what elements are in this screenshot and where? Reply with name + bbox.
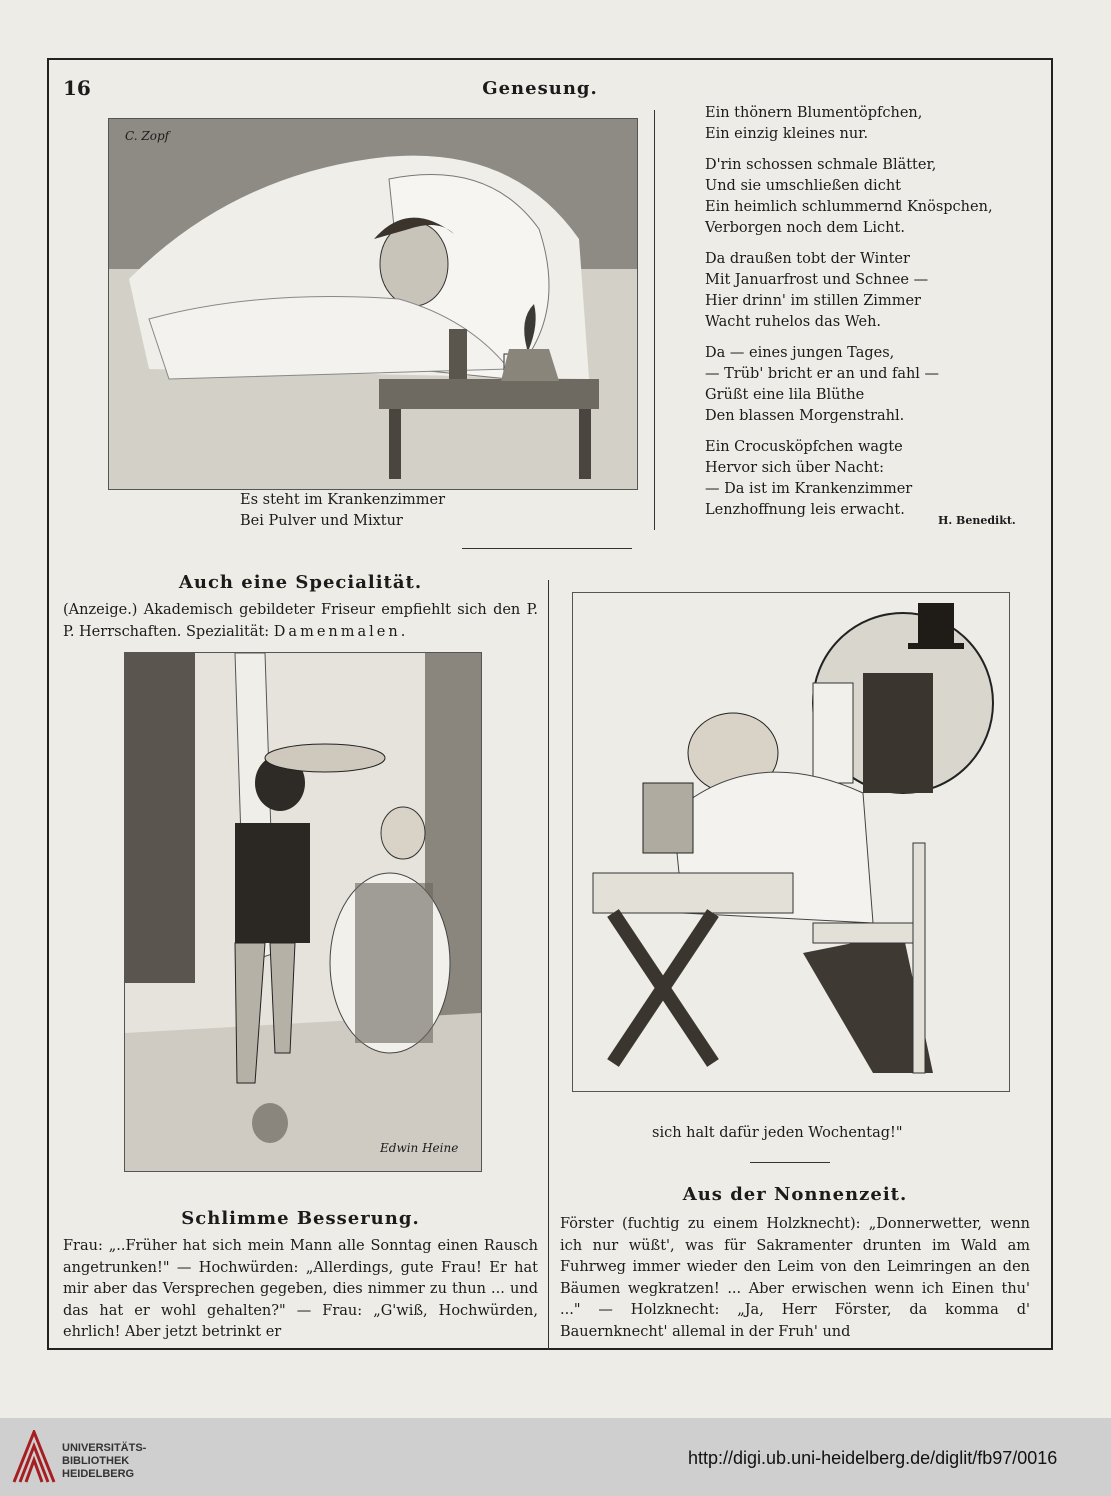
- poem-line: Wacht ruhelos das Weh.: [705, 314, 882, 330]
- advert-text-spaced: Damenmalen.: [273, 623, 409, 640]
- poem-line: Bei Pulver und Mixtur: [240, 513, 403, 529]
- library-name-line: BIBLIOTHEK: [62, 1455, 130, 1467]
- poem-line: — Trüb' bricht er an und fahl —: [705, 366, 940, 382]
- section-title-nonnenzeit: Aus der Nonnenzeit.: [682, 1184, 908, 1205]
- drinker-drawing: [573, 593, 1009, 1091]
- poem-line: Verborgen noch dem Licht.: [705, 220, 905, 236]
- library-logo-icon: [12, 1430, 56, 1484]
- column-divider-bottom: [548, 580, 549, 1350]
- library-footer: [0, 1418, 1111, 1496]
- poem-line: Da — eines jungen Tages,: [705, 345, 895, 361]
- poem-line: Ein thönern Blumentöpfchen,: [705, 105, 923, 121]
- section-separator: [750, 1162, 830, 1163]
- dialogue-text: Frau: „..Früher hat sich mein Mann alle Sonntag einen Rausch angetrunken!" — Hochwürden: „Allerdings, gute Frau! Er hat mir aber das Versprechen gegeben, dies nimmer zu thun ... und das hat er wohl gehalten?" — Frau: „G'wiß, Hochwürden, ehrlich! Aber jetzt betrinkt er: [63, 1238, 538, 1340]
- page-number: 16: [63, 76, 91, 100]
- drinker-caption: sich halt dafür jeden Wochentag!": [652, 1125, 903, 1141]
- illustration-sickbed: [108, 118, 638, 490]
- section-title-schlimme: Schlimme Besserung.: [181, 1208, 420, 1229]
- illustrator-signature-zopf: C. Zopf: [125, 129, 170, 143]
- poem-line: Ein einzig kleines nur.: [705, 126, 869, 142]
- poem-line: Es steht im Krankenzimmer: [240, 492, 445, 508]
- stanza: [705, 155, 993, 239]
- poem-line: Ein Crocusköpfchen wagte: [705, 439, 903, 455]
- poem-line: D'rin schossen schmale Blätter,: [705, 157, 937, 173]
- poem-continuation: [705, 103, 993, 531]
- stanza: [705, 343, 993, 427]
- poem-line: Mit Januarfrost und Schnee —: [705, 272, 929, 288]
- specialitaet-text: [63, 600, 538, 643]
- stanza: [705, 103, 993, 145]
- nonnenzeit-text: [560, 1214, 1030, 1343]
- illustrator-signature-heine: Edwin Heine: [380, 1141, 459, 1155]
- poem-line: — Da ist im Krankenzimmer: [705, 481, 913, 497]
- section-title-specialitaet: Auch eine Specialität.: [178, 572, 423, 593]
- poem-line: Lenzhoffnung leis erwacht.: [705, 502, 905, 518]
- poem-line: Den blassen Morgenstrahl.: [705, 408, 905, 424]
- stanza: [705, 437, 993, 521]
- column-divider-top: [654, 110, 655, 530]
- poem-line: Hervor sich über Nacht:: [705, 460, 885, 476]
- stanza: [705, 249, 993, 333]
- poem-line: Und sie umschließen dicht: [705, 178, 901, 194]
- poem-line: Grüßt eine lila Blüthe: [705, 387, 865, 403]
- poem-title: Genesung.: [482, 78, 598, 99]
- advert-text: (Anzeige.) Akademisch gebildeter Friseur empfiehlt sich den P. P. Herrschaften. Spezialität:: [63, 602, 538, 640]
- schlimme-text: [63, 1236, 538, 1344]
- library-name-line: UNIVERSITÄTS-: [62, 1442, 147, 1454]
- illustration-painter: [124, 652, 482, 1172]
- poem-line: Hier drinn' im stillen Zimmer: [705, 293, 921, 309]
- painter-drawing: [125, 653, 481, 1171]
- poem-line: Da draußen tobt der Winter: [705, 251, 910, 267]
- permalink-url[interactable]: http://digi.ub.uni-heidelberg.de/diglit/fb97/0016: [688, 1448, 1058, 1468]
- poem-author: H. Benedikt.: [938, 514, 1016, 527]
- library-name-line: HEIDELBERG: [62, 1468, 135, 1480]
- poem-line: Ein heimlich schlummernd Knöspchen,: [705, 199, 993, 215]
- section-separator: [462, 548, 632, 549]
- sickbed-drawing: [109, 119, 637, 489]
- library-name: [62, 1442, 146, 1481]
- poem-opening: [240, 490, 445, 532]
- dialogue-text: Förster (fuchtig zu einem Holzknecht): „Donnerwetter, wenn ich nur wüßt', was für Sakramenter drunten im Wald am Fuhrweg immer wieder den Leim von den Leimringen an den Bäumen wegkratzen! ... Aber erwischen wenn ich Einen thu' ..." — Holzknecht: „Ja, Herr Förster, da komma d' Bauernknecht' allemal in der Fruh' und: [560, 1216, 1030, 1340]
- illustration-drinker: [572, 592, 1010, 1092]
